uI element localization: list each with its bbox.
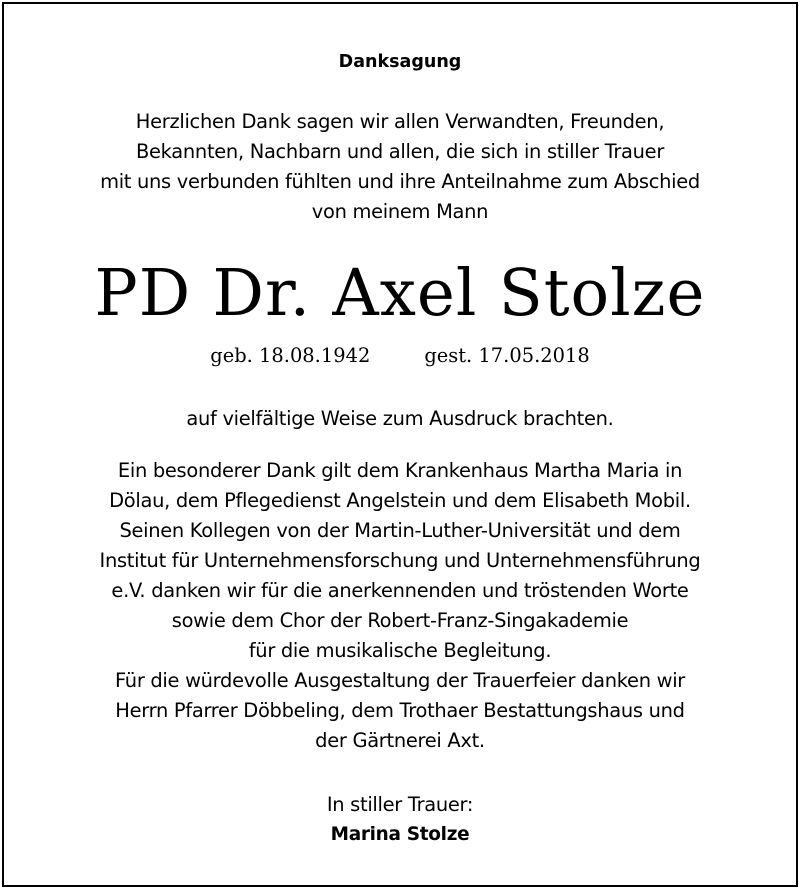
intro-line: von meinem Mann bbox=[311, 200, 489, 223]
signature: Marina Stolze bbox=[330, 824, 470, 845]
thanks-line: Herrn Pfarrer Döbbeling, dem Trothaer Bestattungshaus und bbox=[115, 699, 685, 722]
thanks-line: sowie dem Chor der Robert-Franz-Singakademie bbox=[171, 609, 629, 632]
birth-date: geb. 18.08.1942 bbox=[210, 344, 371, 367]
thanks-line: der Gärtnerei Axt. bbox=[315, 729, 485, 752]
intro-line: Bekannten, Nachbarn und allen, die sich in stiller Trauer bbox=[135, 140, 665, 163]
thanks-line: Dölau, dem Pflegedienst Angelstein und dem Elisabeth Mobil. bbox=[109, 489, 691, 512]
deceased-name: PD Dr. Axel Stolze bbox=[94, 256, 706, 331]
death-date: gest. 17.05.2018 bbox=[424, 344, 590, 367]
thanks-line: Institut für Unternehmensforschung und Unternehmensführung bbox=[99, 549, 701, 572]
obituary-notice bbox=[2, 2, 798, 887]
intro-line: mit uns verbunden fühlten und ihre Anteilnahme zum Abschied bbox=[100, 170, 700, 193]
heading: Danksagung bbox=[338, 52, 462, 72]
thanks-line: Seinen Kollegen von der Martin-Luther-Universität und dem bbox=[119, 519, 681, 542]
continuation-text: auf vielfältige Weise zum Ausdruck brachten. bbox=[186, 407, 614, 430]
life-dates bbox=[4, 342, 796, 370]
thanks-line: Für die würdevolle Ausgestaltung der Trauerfeier danken wir bbox=[114, 669, 686, 692]
intro-line: Herzlichen Dank sagen wir allen Verwandten, Freunden, bbox=[135, 110, 665, 133]
thanks-line: e.V. danken wir für die anerkennenden und tröstenden Worte bbox=[111, 579, 689, 602]
thanks-line: für die musikalische Begleitung. bbox=[248, 639, 552, 662]
closing-text: In stiller Trauer: bbox=[326, 793, 474, 816]
thanks-line: Ein besonderer Dank gilt dem Krankenhaus Martha Maria in bbox=[117, 459, 683, 482]
